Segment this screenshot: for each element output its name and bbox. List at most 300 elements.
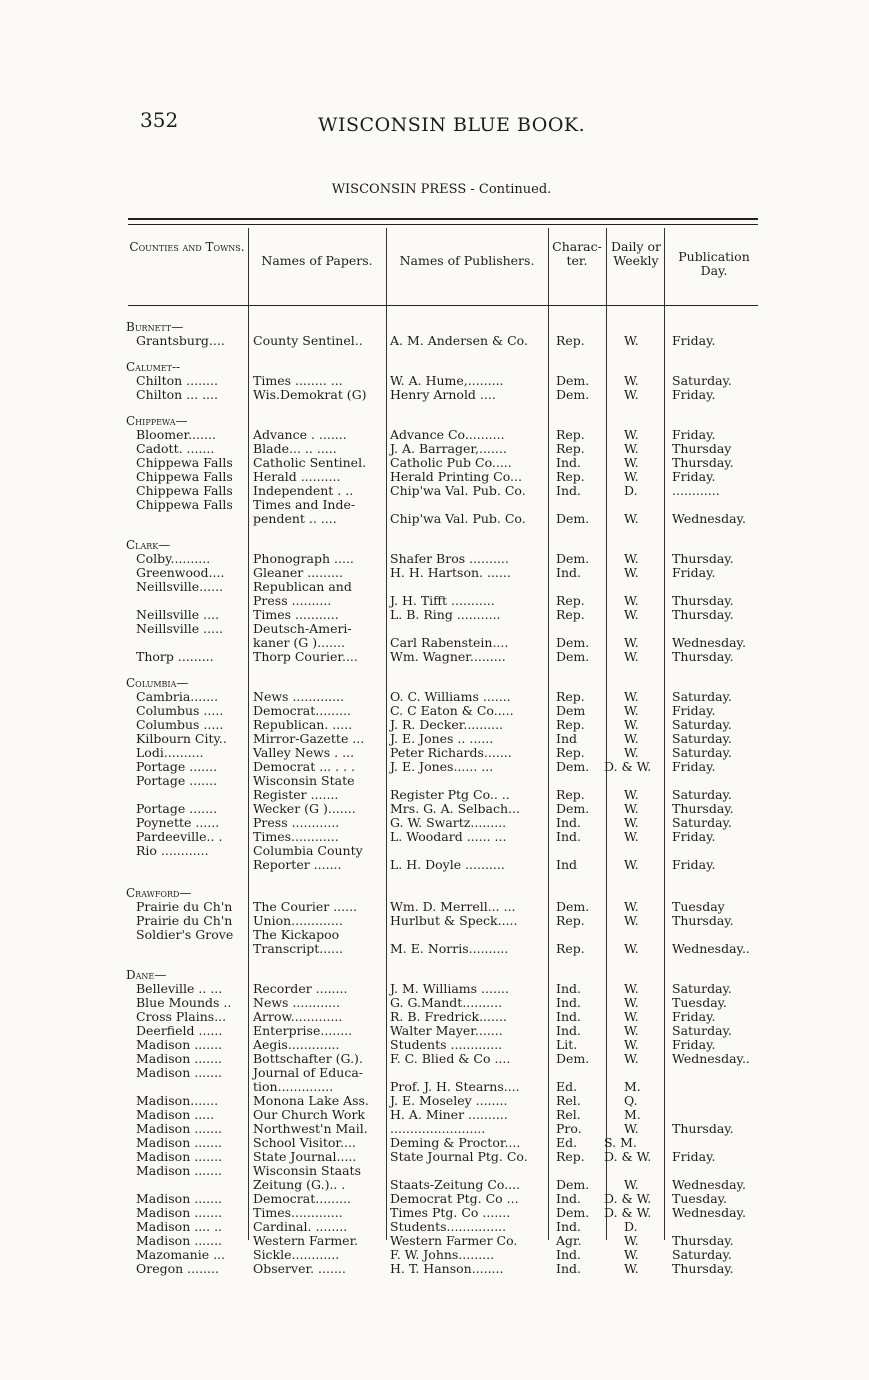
table-row	[0, 1206, 869, 1220]
character-cell: Ed.	[556, 1135, 578, 1150]
publisher-cell: L. B. Ring ...........	[390, 607, 501, 622]
town-cell: Madison .......	[136, 1135, 223, 1150]
paper-cell: Republican. .....	[253, 717, 353, 732]
town-cell: Prairie du Ch'n	[136, 913, 233, 928]
publisher-cell: R. B. Fredrick.......	[390, 1009, 507, 1024]
day-cell: Friday.	[672, 1149, 716, 1164]
table-row	[0, 942, 869, 956]
character-cell: Ind	[556, 857, 577, 872]
frequency-cell: W.	[624, 511, 639, 526]
frequency-cell: W.	[624, 1051, 639, 1066]
town-cell: Madison .......	[136, 1065, 223, 1080]
publisher-cell: Catholic Pub Co.....	[390, 455, 512, 470]
publisher-cell: C. C Eaton & Co.....	[390, 703, 514, 718]
running-head: WISCONSIN BLUE BOOK.	[318, 114, 586, 136]
paper-cell: The Kickapoo	[253, 927, 340, 942]
day-cell: Thursday.	[672, 913, 734, 928]
town-cell: Neillsville .....	[136, 621, 224, 636]
character-cell: Rel.	[556, 1107, 581, 1122]
frequency-cell: Q.	[624, 1093, 638, 1108]
frequency-cell: M.	[624, 1079, 641, 1094]
town-cell: Madison .... ..	[136, 1219, 223, 1234]
character-cell: Rep.	[556, 941, 585, 956]
frequency-cell: W.	[624, 1121, 639, 1136]
county-heading	[0, 968, 869, 982]
character-cell: Dem.	[556, 1051, 590, 1066]
day-cell: Thursday.	[672, 1261, 734, 1276]
paper-cell: Democrat ... . . .	[253, 759, 355, 774]
frequency-cell: W.	[624, 1037, 639, 1052]
frequency-cell: W.	[624, 1233, 639, 1248]
town-cell: Mazomanie ...	[136, 1247, 226, 1262]
publisher-cell: Students .............	[390, 1037, 503, 1052]
header-character: Charac-ter.	[552, 239, 602, 268]
character-cell: Rep.	[556, 1149, 585, 1164]
day-cell: Saturday.	[672, 1247, 732, 1262]
frequency-cell: W.	[624, 801, 639, 816]
paper-cell: Times and Inde-	[253, 497, 356, 512]
publisher-cell: State Journal Ptg. Co.	[390, 1149, 528, 1164]
publisher-cell: Wm. D. Merrell... ...	[390, 899, 516, 914]
day-cell: Thursday.	[672, 607, 734, 622]
day-cell: Friday.	[672, 387, 716, 402]
paper-cell: Recorder ........	[253, 981, 348, 996]
publisher-cell: G. W. Swartz.........	[390, 815, 507, 830]
county-heading	[0, 538, 869, 552]
frequency-cell: W.	[624, 607, 639, 622]
table-row	[0, 1094, 869, 1108]
town-cell: Lodi..........	[136, 745, 204, 760]
frequency-cell: W.	[624, 787, 639, 802]
paper-cell: Catholic Sentinel.	[253, 455, 367, 470]
publisher-cell: Chip'wa Val. Pub. Co.	[390, 483, 526, 498]
character-cell: Pro.	[556, 1121, 582, 1136]
frequency-cell: D. & W.	[604, 1149, 652, 1164]
town-cell: Chilton ........	[136, 373, 218, 388]
publisher-cell: Chip'wa Val. Pub. Co.	[390, 511, 526, 526]
frequency-cell: W.	[624, 829, 639, 844]
day-cell: Thursday.	[672, 1121, 734, 1136]
town-cell: Bloomer.......	[136, 427, 216, 442]
frequency-cell: S. M.	[604, 1135, 637, 1150]
publisher-cell: Staats-Zeitung Co....	[390, 1177, 521, 1192]
paper-cell: Our Church Work	[253, 1107, 365, 1122]
frequency-cell: W.	[624, 565, 639, 580]
frequency-cell: W.	[624, 1009, 639, 1024]
publisher-cell: Carl Rabenstein....	[390, 635, 509, 650]
day-cell: Wednesday.	[672, 511, 746, 526]
character-cell: Agr.	[556, 1233, 582, 1248]
town-cell: Madison .......	[136, 1191, 223, 1206]
character-cell: Dem.	[556, 511, 590, 526]
table-row	[0, 746, 869, 760]
paper-cell: tion..............	[253, 1079, 334, 1094]
paper-cell: Arrow.............	[253, 1009, 343, 1024]
character-cell: Ind	[556, 731, 577, 746]
paper-cell: Deutsch-Ameri-	[253, 621, 352, 636]
town-cell: Chippewa Falls	[136, 483, 233, 498]
paper-cell: Sickle............	[253, 1247, 340, 1262]
publisher-cell: J. R. Decker..........	[390, 717, 504, 732]
top-rule-thin	[128, 224, 758, 225]
publisher-cell: H. H. Hartson. ......	[390, 565, 511, 580]
paper-cell: Columbia County	[253, 843, 363, 858]
town-cell: Madison .......	[136, 1233, 223, 1248]
town-cell: Madison .......	[136, 1037, 223, 1052]
day-cell: Wednesday.	[672, 1205, 746, 1220]
character-cell: Rep.	[556, 717, 585, 732]
paper-cell: Wecker (G ).......	[253, 801, 356, 816]
table-row	[0, 732, 869, 746]
paper-cell: Times............	[253, 829, 339, 844]
frequency-cell: W.	[624, 745, 639, 760]
town-cell: Belleville .. ...	[136, 981, 223, 996]
day-cell: Friday.	[672, 857, 716, 872]
publisher-cell: H. A. Miner ..........	[390, 1107, 508, 1122]
frequency-cell: M.	[624, 1107, 641, 1122]
character-cell: Dem.	[556, 373, 590, 388]
character-cell: Rep.	[556, 607, 585, 622]
table-row	[0, 428, 869, 442]
paper-cell: Blade... .. .....	[253, 441, 337, 456]
character-cell: Ind.	[556, 483, 581, 498]
county-heading	[0, 414, 869, 428]
character-cell: Dem.	[556, 1205, 590, 1220]
paper-cell: Mirror-Gazette ...	[253, 731, 365, 746]
table-row	[0, 622, 869, 636]
table-row	[0, 594, 869, 608]
frequency-cell: W.	[624, 899, 639, 914]
town-cell: Greenwood....	[136, 565, 225, 580]
paper-cell: Herald ..........	[253, 469, 341, 484]
frequency-cell: W.	[624, 1247, 639, 1262]
character-cell: Rep.	[556, 333, 585, 348]
town-cell: Grantsburg....	[136, 333, 225, 348]
publisher-cell: Shafer Bros ..........	[390, 551, 509, 566]
table-row	[0, 1234, 869, 1248]
character-cell: Rep.	[556, 913, 585, 928]
frequency-cell: W.	[624, 913, 639, 928]
frequency-cell: W.	[624, 981, 639, 996]
paper-cell: News ............	[253, 995, 341, 1010]
character-cell: Dem.	[556, 551, 590, 566]
town-cell: Madison .....	[136, 1107, 215, 1122]
day-cell: ............	[672, 483, 720, 498]
county-name: Crawford—	[126, 886, 192, 900]
paper-cell: Gleaner .........	[253, 565, 343, 580]
table-row	[0, 816, 869, 830]
day-cell: Saturday.	[672, 731, 732, 746]
publisher-cell: F. C. Blied & Co ....	[390, 1051, 511, 1066]
character-cell: Ind.	[556, 995, 581, 1010]
day-cell: Thursday	[672, 441, 732, 456]
frequency-cell: W.	[624, 995, 639, 1010]
table-row	[0, 690, 869, 704]
county-name: Chippewa—	[126, 414, 188, 428]
frequency-cell: W.	[624, 1177, 639, 1192]
town-cell: Neillsville ....	[136, 607, 220, 622]
day-cell: Tuesday.	[672, 1191, 728, 1206]
header-day: Publication Day.	[678, 249, 750, 278]
table-row	[0, 484, 869, 498]
table-row	[0, 1080, 869, 1094]
day-cell: Wednesday.	[672, 1177, 746, 1192]
table-row	[0, 1024, 869, 1038]
frequency-cell: D.	[624, 483, 638, 498]
county-name: Calumet--	[126, 360, 181, 374]
frequency-cell: W.	[624, 857, 639, 872]
county-name: Columbia—	[126, 676, 189, 690]
table-row	[0, 1122, 869, 1136]
character-cell: Dem.	[556, 635, 590, 650]
table-row	[0, 802, 869, 816]
town-cell: Chippewa Falls	[136, 455, 233, 470]
paper-cell: Transcript......	[253, 941, 344, 956]
publisher-cell: Deming & Proctor....	[390, 1135, 521, 1150]
table-row	[0, 1150, 869, 1164]
frequency-cell: W.	[624, 441, 639, 456]
table-row	[0, 704, 869, 718]
publisher-cell: Prof. J. H. Stearns....	[390, 1079, 520, 1094]
frequency-cell: D.	[624, 1219, 638, 1234]
day-cell: Friday.	[672, 703, 716, 718]
frequency-cell: W.	[624, 593, 639, 608]
town-cell: Madison .......	[136, 1163, 223, 1178]
paper-cell: Wis.Demokrat (G)	[253, 387, 367, 402]
table-row	[0, 566, 869, 580]
frequency-cell: W.	[624, 703, 639, 718]
table-row	[0, 900, 869, 914]
day-cell: Saturday.	[672, 745, 732, 760]
character-cell: Dem.	[556, 759, 590, 774]
day-cell: Saturday.	[672, 717, 732, 732]
publisher-cell: J. A. Barrager,.......	[390, 441, 507, 456]
character-cell: Ind.	[556, 1219, 581, 1234]
frequency-cell: D. & W.	[604, 759, 652, 774]
day-cell: Friday.	[672, 829, 716, 844]
frequency-cell: W.	[624, 689, 639, 704]
table-row	[0, 844, 869, 858]
town-cell: Portage .......	[136, 773, 218, 788]
character-cell: Dem.	[556, 1177, 590, 1192]
town-cell: Portage .......	[136, 759, 218, 774]
character-cell: Dem	[556, 703, 586, 718]
section-title: WISCONSIN PRESS - Continued.	[331, 182, 552, 197]
day-cell: Saturday.	[672, 815, 732, 830]
paper-cell: Observer. .......	[253, 1261, 346, 1276]
publisher-cell: Democrat Ptg. Co ...	[390, 1191, 519, 1206]
paper-cell: Democrat.........	[253, 703, 352, 718]
paper-cell: Monona Lake Ass.	[253, 1093, 369, 1108]
publisher-cell: Wm. Wagner.........	[390, 649, 506, 664]
character-cell: Rep.	[556, 441, 585, 456]
paper-cell: Enterprise........	[253, 1023, 353, 1038]
character-cell: Ind.	[556, 815, 581, 830]
publisher-cell: J. E. Moseley ........	[390, 1093, 508, 1108]
table-row	[0, 552, 869, 566]
frequency-cell: W.	[624, 1023, 639, 1038]
town-cell: Portage .......	[136, 801, 218, 816]
table-row	[0, 982, 869, 996]
character-cell: Ind.	[556, 1023, 581, 1038]
town-cell: Prairie du Ch'n	[136, 899, 233, 914]
table-row	[0, 718, 869, 732]
table-row	[0, 1066, 869, 1080]
day-cell: Thursday.	[672, 649, 734, 664]
town-cell: Cambria.......	[136, 689, 219, 704]
frequency-cell: W.	[624, 649, 639, 664]
paper-cell: Phonograph .....	[253, 551, 354, 566]
day-cell: Friday.	[672, 1009, 716, 1024]
table-row	[0, 470, 869, 484]
paper-cell: Thorp Courier....	[253, 649, 358, 664]
table-row	[0, 1220, 869, 1234]
day-cell: Tuesday.	[672, 995, 728, 1010]
frequency-cell: D. & W.	[604, 1205, 652, 1220]
publisher-cell: Register Ptg Co.. ..	[390, 787, 510, 802]
character-cell: Ind.	[556, 1009, 581, 1024]
publisher-cell: J. E. Jones .. ......	[390, 731, 494, 746]
frequency-cell: W.	[624, 717, 639, 732]
publisher-cell: G. G.Mandt..........	[390, 995, 503, 1010]
town-cell: Columbus .....	[136, 703, 224, 718]
town-cell: Madison .......	[136, 1205, 223, 1220]
table-row	[0, 1164, 869, 1178]
publisher-cell: Western Farmer Co.	[390, 1233, 518, 1248]
frequency-cell: W.	[624, 469, 639, 484]
town-cell: Columbus .....	[136, 717, 224, 732]
day-cell: Thursday.	[672, 455, 734, 470]
character-cell: Rep.	[556, 427, 585, 442]
table-row	[0, 1052, 869, 1066]
character-cell: Rep.	[556, 787, 585, 802]
table-row	[0, 1010, 869, 1024]
paper-cell: County Sentinel..	[253, 333, 363, 348]
publisher-cell: F. W. Johns.........	[390, 1247, 495, 1262]
table-row	[0, 1108, 869, 1122]
publisher-cell: Hurlbut & Speck.....	[390, 913, 518, 928]
paper-cell: Register .......	[253, 787, 339, 802]
character-cell: Dem.	[556, 387, 590, 402]
publisher-cell: Students...............	[390, 1219, 507, 1234]
character-cell: Ind.	[556, 565, 581, 580]
paper-cell: Democrat.........	[253, 1191, 352, 1206]
character-cell: Lit.	[556, 1037, 578, 1052]
paper-cell: Journal of Educa-	[253, 1065, 364, 1080]
town-cell: Neillsville......	[136, 579, 224, 594]
publisher-cell: J. H. Tifft ...........	[390, 593, 495, 608]
publisher-cell: Peter Richards.......	[390, 745, 512, 760]
day-cell: Friday.	[672, 427, 716, 442]
town-cell: Deerfield ......	[136, 1023, 223, 1038]
day-cell: Saturday.	[672, 689, 732, 704]
day-cell: Saturday.	[672, 373, 732, 388]
frequency-cell: W.	[624, 387, 639, 402]
town-cell: Cadott. .......	[136, 441, 215, 456]
paper-cell: Western Farmer.	[253, 1233, 359, 1248]
table-row	[0, 996, 869, 1010]
character-cell: Dem.	[556, 649, 590, 664]
paper-cell: School Visitor....	[253, 1135, 356, 1150]
day-cell: Saturday.	[672, 981, 732, 996]
paper-cell: Reporter .......	[253, 857, 342, 872]
town-cell: Madison .......	[136, 1121, 223, 1136]
table-row	[0, 1248, 869, 1262]
publisher-cell: W. A. Hume,.........	[390, 373, 504, 388]
paper-cell: Times ...........	[253, 607, 339, 622]
paper-cell: News .............	[253, 689, 345, 704]
frequency-cell: W.	[624, 1261, 639, 1276]
table-row	[0, 1192, 869, 1206]
town-cell: Chilton ... ....	[136, 387, 218, 402]
paper-cell: Press ............	[253, 815, 340, 830]
table-row	[0, 456, 869, 470]
town-cell: Blue Mounds ..	[136, 995, 232, 1010]
town-cell: Colby..........	[136, 551, 211, 566]
header-publishers: Names of Publishers.	[399, 253, 535, 268]
town-cell: Madison.......	[136, 1093, 219, 1108]
table-row	[0, 442, 869, 456]
table-row	[0, 774, 869, 788]
paper-cell: Bottschafter (G.).	[253, 1051, 363, 1066]
frequency-cell: W.	[624, 333, 639, 348]
table-row	[0, 374, 869, 388]
day-cell: Thursday.	[672, 1233, 734, 1248]
frequency-cell: W.	[624, 373, 639, 388]
paper-cell: Advance . .......	[253, 427, 347, 442]
header-papers: Names of Papers.	[261, 253, 373, 268]
character-cell: Rel.	[556, 1093, 581, 1108]
publisher-cell: Herald Printing Co...	[390, 469, 522, 484]
table-row	[0, 914, 869, 928]
paper-cell: Northwest'n Mail.	[253, 1121, 368, 1136]
frequency-cell: W.	[624, 815, 639, 830]
county-heading	[0, 360, 869, 374]
county-name: Burnett—	[126, 320, 184, 334]
frequency-cell: W.	[624, 635, 639, 650]
paper-cell: State Journal.....	[253, 1149, 357, 1164]
paper-cell: Republican and	[253, 579, 352, 594]
character-cell: Ind.	[556, 1261, 581, 1276]
table-row	[0, 636, 869, 650]
frequency-cell: D. & W.	[604, 1191, 652, 1206]
header-frequency: Daily or Weekly	[610, 239, 661, 268]
table-row	[0, 1178, 869, 1192]
publisher-cell: L. Woodard ...... ...	[390, 829, 507, 844]
publisher-cell: Henry Arnold ....	[390, 387, 496, 402]
paper-cell: kaner (G ).......	[253, 635, 345, 650]
town-cell: Poynette ......	[136, 815, 220, 830]
day-cell: Saturday.	[672, 787, 732, 802]
publisher-cell: L. H. Doyle ..........	[390, 857, 505, 872]
paper-cell: Times.............	[253, 1205, 343, 1220]
publisher-cell: M. E. Norris..........	[390, 941, 509, 956]
paper-cell: Aegis.............	[253, 1037, 340, 1052]
paper-cell: Cardinal. ........	[253, 1219, 348, 1234]
paper-cell: Valley News . ...	[253, 745, 355, 760]
publisher-cell: Advance Co..........	[390, 427, 505, 442]
header-counties: Counties and Towns.	[129, 240, 245, 254]
table-row	[0, 580, 869, 594]
top-rule	[128, 218, 758, 220]
character-cell: Ind.	[556, 1191, 581, 1206]
day-cell: Thursday.	[672, 593, 734, 608]
county-name: Clark—	[126, 538, 171, 552]
publisher-cell: Walter Mayer.......	[390, 1023, 503, 1038]
publisher-cell: J. M. Williams .......	[390, 981, 509, 996]
paper-cell: Wisconsin Staats	[253, 1163, 361, 1178]
table-row	[0, 1136, 869, 1150]
